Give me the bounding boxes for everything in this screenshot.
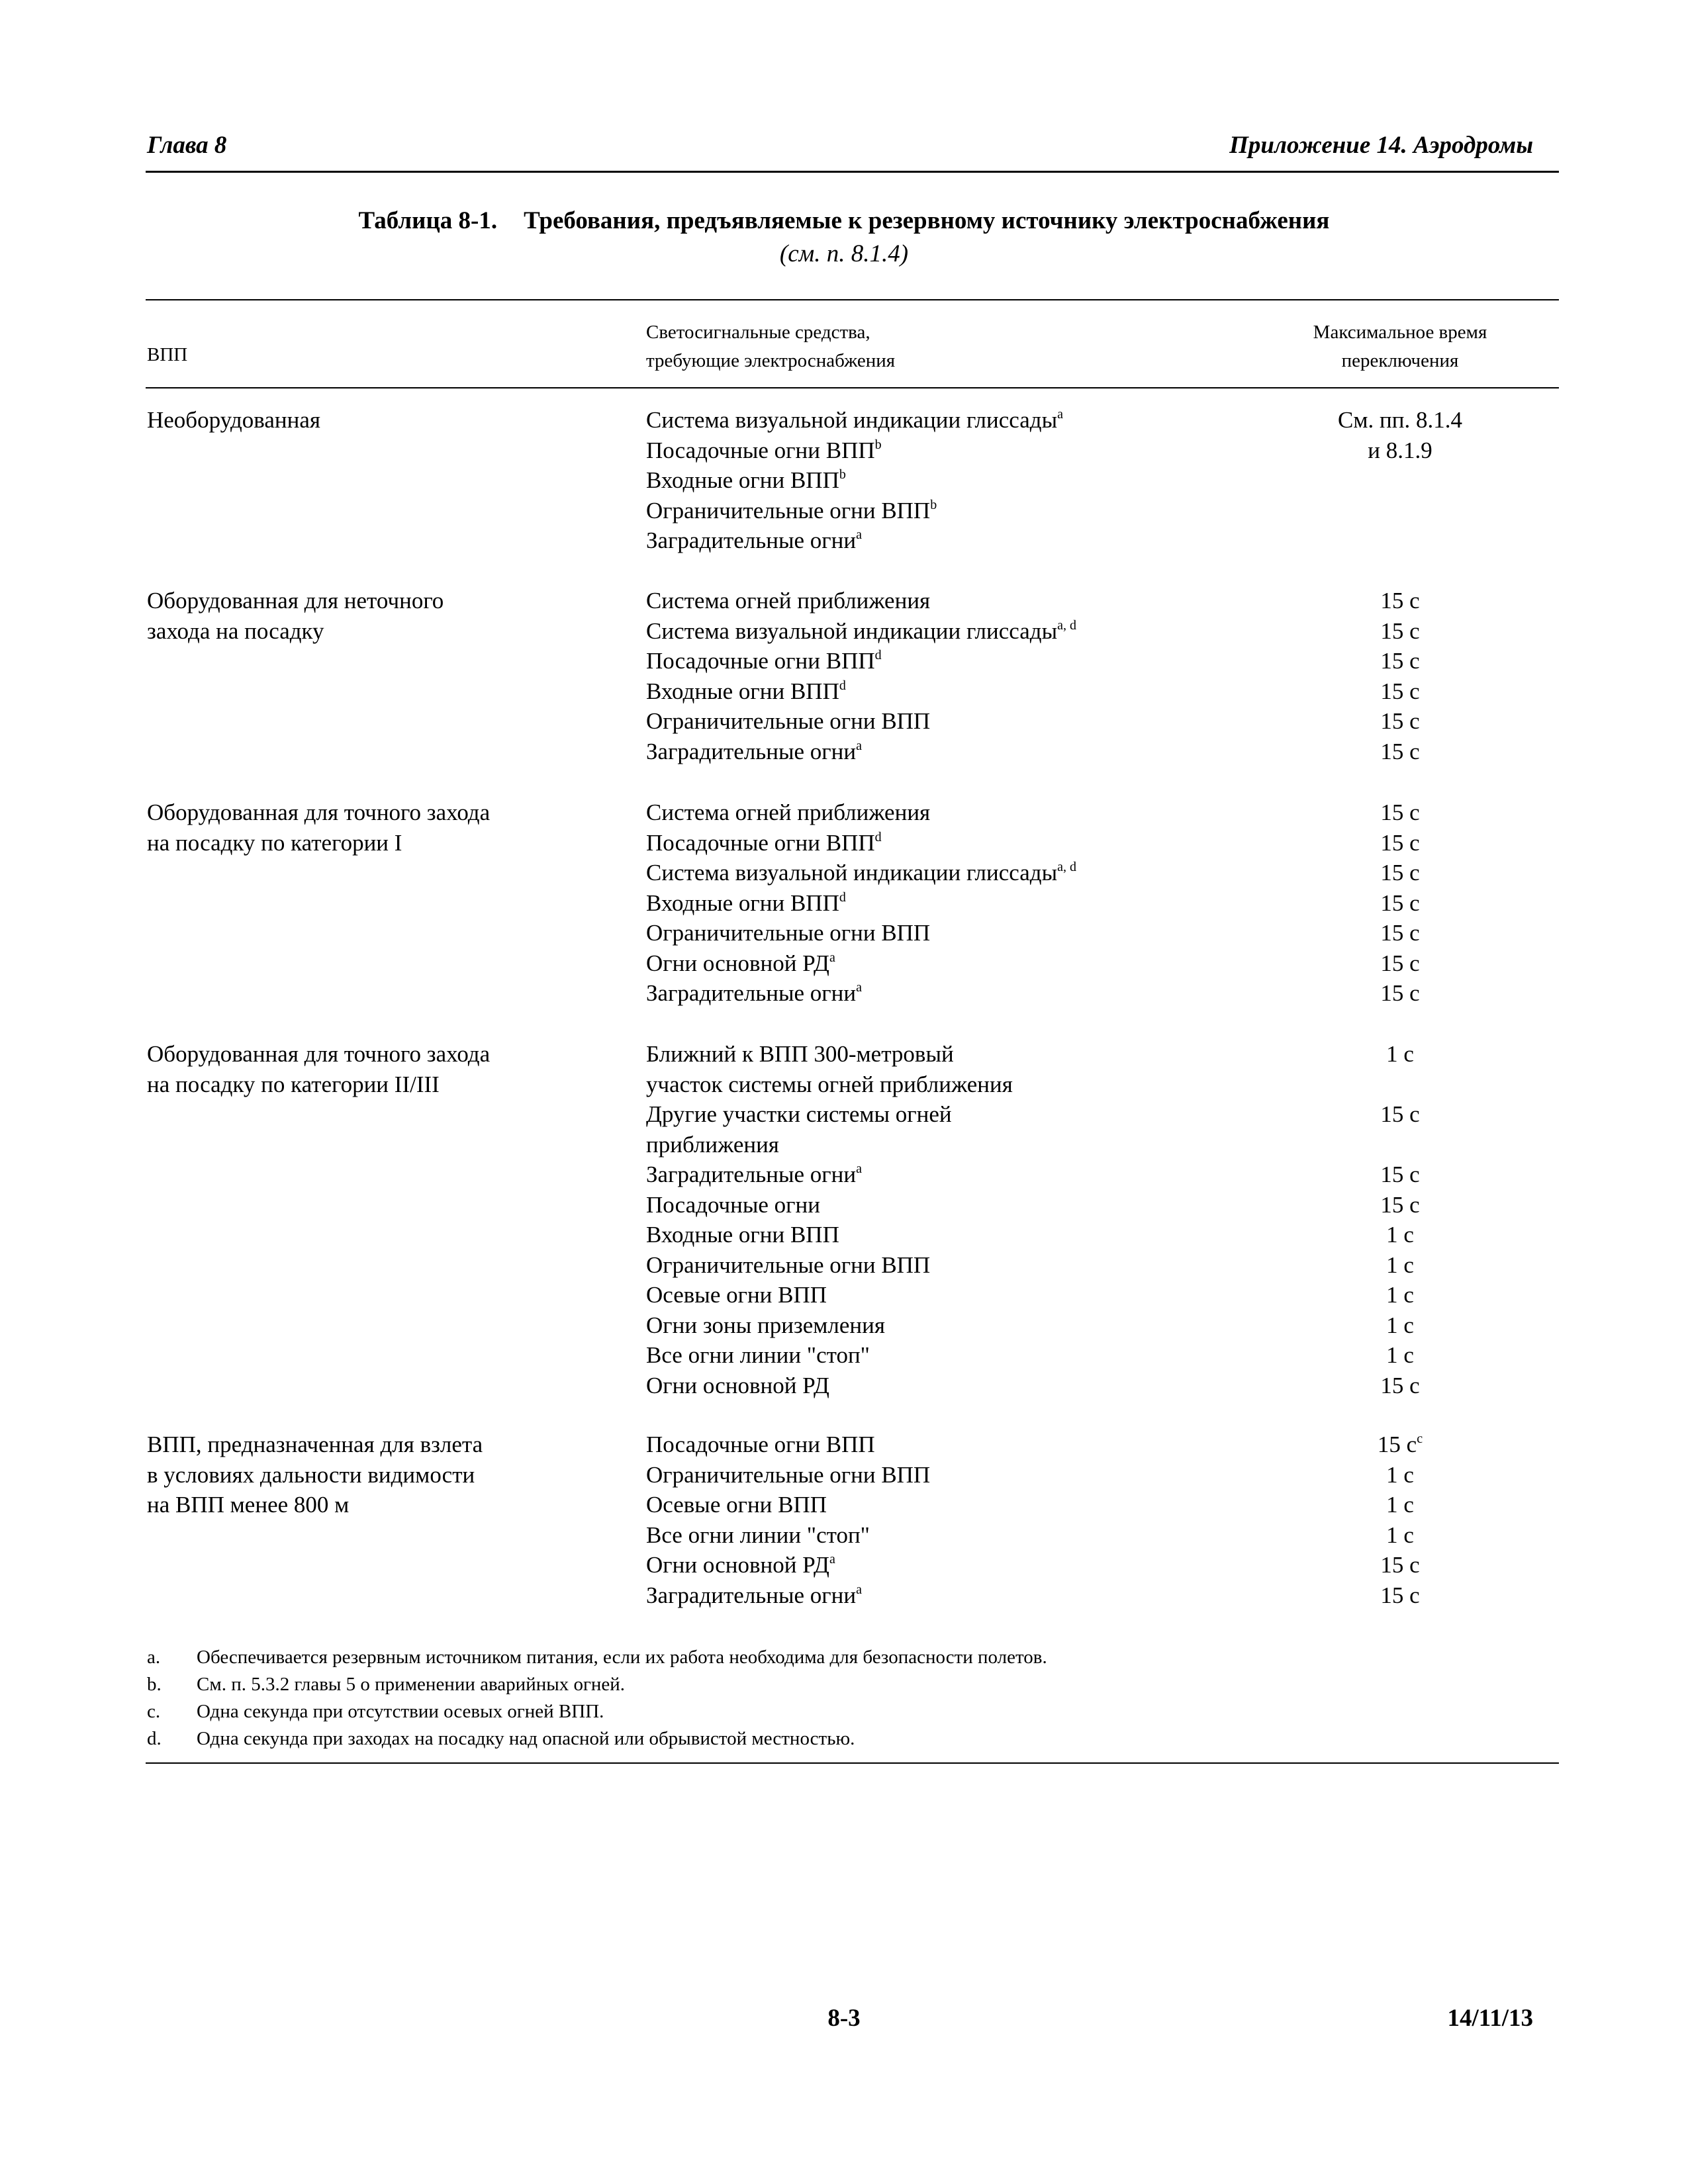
time-value-text: 15 с: [1380, 950, 1420, 976]
time-value-text: 1 с: [1386, 1251, 1414, 1278]
footnote-letter: a.: [147, 1647, 161, 1668]
runway-line: захода на посадку: [147, 617, 324, 644]
lighting-item-text: Входные огни ВПП: [646, 467, 839, 493]
lighting-item: [646, 616, 1109, 647]
time-value: [1264, 1310, 1536, 1341]
time-value: [1264, 1550, 1536, 1580]
time-value-text: 15 с: [1380, 1582, 1420, 1608]
column-header-time-line: переключения: [1341, 350, 1459, 371]
time-value: [1264, 1190, 1536, 1220]
footnote-ref: b: [874, 437, 882, 452]
time-value: [1264, 858, 1536, 888]
time-value: [1264, 918, 1536, 948]
runway-line: Оборудованная для точного захода: [147, 1041, 491, 1067]
lighting-item: [646, 1310, 1109, 1341]
time-value-text: 15 с: [1380, 799, 1420, 825]
lighting-item: [646, 496, 1109, 526]
time-value: [1264, 1340, 1536, 1371]
footnote-ref: a, d: [1057, 617, 1076, 633]
runway-cell: [147, 586, 610, 646]
lighting-item-text: Система визуальной индикации глиссады: [646, 407, 1058, 433]
annex-header: Приложение 14. Аэродромы: [1229, 132, 1533, 159]
time-value-text: 15 с: [1380, 678, 1420, 704]
time-cell: [1264, 1039, 1536, 1400]
lighting-item-text: Ближний к ВПП 300-метровый: [646, 1041, 954, 1067]
column-header-lighting: [646, 318, 895, 375]
time-value-text: 15 с: [1380, 1101, 1420, 1127]
lighting-item-text: Все огни линии "стоп": [646, 1522, 870, 1548]
lighting-item: [646, 1580, 1109, 1611]
time-value: [1264, 1280, 1536, 1310]
footnote-ref: a: [829, 1552, 835, 1567]
runway-line: Оборудованная для неточного: [147, 588, 444, 614]
lighting-item: [646, 948, 1109, 979]
table-top-rule: [146, 299, 1559, 300]
lighting-item: [646, 435, 1109, 466]
lighting-item-text: Система огней приближения: [646, 588, 931, 614]
footnote-ref: a: [1057, 407, 1063, 422]
lighting-item-text: Посадочные огни: [646, 1191, 820, 1218]
lighting-cell: [646, 1039, 1109, 1400]
runway-line: на посадку по категории I: [147, 829, 402, 856]
footnote-ref: a: [856, 527, 862, 542]
page-number: 8-3: [827, 2005, 861, 2032]
lighting-item-text: Осевые огни ВПП: [646, 1492, 827, 1518]
lighting-item-text: Огни зоны приземления: [646, 1312, 885, 1338]
time-value-text: 15 с: [1380, 860, 1420, 886]
lighting-item-text: Входные огни ВПП: [646, 889, 839, 916]
footnote-ref: b: [930, 497, 937, 512]
lighting-item-text: Заградительные огни: [646, 1161, 857, 1187]
lighting-item: [646, 465, 1109, 496]
lighting-item-text: Ограничительные огни ВПП: [646, 1251, 931, 1278]
lighting-item-text: приближения: [646, 1131, 779, 1158]
runway-line: ВПП, предназначенная для взлета: [147, 1432, 483, 1457]
lighting-item: [646, 1069, 1109, 1100]
time-value-text: 15 с: [1380, 889, 1420, 916]
lighting-item-text: Заградительные огни: [646, 980, 857, 1006]
lighting-item: [646, 1280, 1109, 1310]
footnote-letter: c.: [147, 1701, 161, 1722]
lighting-item-text: Система огней приближения: [646, 799, 931, 825]
column-header-runway: ВПП: [147, 344, 188, 365]
page-date: 14/11/13: [1447, 2005, 1533, 2032]
lighting-item: [646, 646, 1109, 676]
time-value-text: 15 с: [1380, 1372, 1420, 1398]
lighting-item-text: Огни основной РД: [646, 1372, 829, 1398]
footnote-ref: d: [839, 889, 846, 905]
time-value: [1264, 465, 1536, 496]
footnote-ref: a: [829, 950, 835, 965]
lighting-item: [646, 797, 1109, 828]
time-value-text: 1 с: [1386, 1492, 1414, 1518]
time-value-text: 15 с: [1380, 738, 1420, 764]
lighting-item-text: Заградительные огни: [646, 527, 857, 553]
time-value-text: и 8.1.9: [1368, 437, 1432, 463]
time-value: [1264, 737, 1536, 767]
footnote-text: Одна секунда при отсутствии осевых огней ВПП.: [197, 1701, 604, 1722]
runway-line: на ВПП менее 800 м: [147, 1492, 350, 1518]
time-value: [1264, 525, 1536, 556]
runway-cell: [147, 797, 610, 858]
table-title-text: Требования, предъявляемые к резервному источнику электроснабжения: [524, 207, 1330, 234]
lighting-item: [646, 1430, 1109, 1460]
lighting-item-text: Посадочные огни ВПП: [646, 829, 875, 856]
time-value: [1264, 405, 1536, 435]
time-value: [1264, 1490, 1536, 1520]
time-value-text: 1 с: [1386, 1222, 1414, 1248]
lighting-item-text: Все огни линии "стоп": [646, 1342, 870, 1368]
footnote-ref: a: [856, 980, 862, 995]
time-value-text: 15 с: [1380, 617, 1420, 644]
lighting-item: [646, 858, 1109, 888]
lighting-item-text: Посадочные огни ВПП: [646, 648, 875, 674]
time-value-text: 15 с: [1377, 1432, 1417, 1457]
table-number: Таблица 8-1.: [358, 207, 498, 234]
runway-line: на посадку по категории II/III: [147, 1071, 440, 1097]
time-value-text: 15 с: [1380, 588, 1420, 614]
time-value: [1264, 797, 1536, 828]
runway-line: Оборудованная для точного захода: [147, 799, 491, 825]
time-cell: [1264, 586, 1536, 766]
table-title: [0, 206, 1688, 235]
time-value: [1264, 1130, 1536, 1160]
time-value-text: 1 с: [1386, 1342, 1414, 1368]
lighting-item: [646, 1490, 1109, 1520]
footnote-text: Обеспечивается резервным источником питания, если их работа необходима для безопасности полетов.: [197, 1647, 1047, 1668]
time-value-text: 1 с: [1386, 1461, 1414, 1488]
time-value: [1264, 435, 1536, 466]
lighting-item: [646, 737, 1109, 767]
time-value-text: 15 с: [1380, 648, 1420, 674]
lighting-item: [646, 978, 1109, 1009]
time-value-text: 15 с: [1380, 1191, 1420, 1218]
lighting-item-text: Входные огни ВПП: [646, 678, 839, 704]
time-value: [1264, 586, 1536, 616]
lighting-cell: [646, 797, 1109, 1009]
footnote-text: См. п. 5.3.2 главы 5 о применении аварийных огней.: [197, 1674, 626, 1695]
footnote-ref: a: [856, 1582, 862, 1597]
time-value: [1264, 1460, 1536, 1490]
footnote-ref: a: [856, 1161, 862, 1176]
column-header-time: [1264, 318, 1536, 375]
time-value-text: 15 с: [1380, 920, 1420, 946]
lighting-item-text: Другие участки системы огней: [646, 1101, 952, 1127]
time-value: [1264, 978, 1536, 1009]
table-subtitle: (см. п. 8.1.4): [779, 240, 909, 267]
lighting-item-text: Входные огни ВПП: [646, 1222, 839, 1248]
time-value: [1264, 496, 1536, 526]
column-header-lighting-line: Светосигнальные средства,: [646, 322, 870, 343]
lighting-cell: [646, 586, 1109, 766]
time-value: [1264, 888, 1536, 919]
runway-cell: [147, 1039, 610, 1099]
time-value-text: См. пп. 8.1.4: [1338, 407, 1462, 433]
time-value-text: 1 с: [1386, 1282, 1414, 1308]
header-rule: [146, 171, 1559, 173]
lighting-item: [646, 405, 1109, 435]
lighting-item-text: Система визуальной индикации глиссады: [646, 617, 1058, 644]
time-value-text: 15 с: [1380, 829, 1420, 856]
time-value: [1264, 1371, 1536, 1401]
lighting-item: [646, 1099, 1109, 1130]
lighting-cell: [646, 1430, 1109, 1610]
lighting-item: [646, 676, 1109, 707]
lighting-item: [646, 1160, 1109, 1190]
lighting-item-text: Посадочные огни ВПП: [646, 437, 875, 463]
runway-line: Необорудованная: [147, 407, 320, 433]
lighting-item: [646, 828, 1109, 858]
time-value-text: 1 с: [1386, 1041, 1414, 1067]
time-value: [1264, 646, 1536, 676]
time-value: [1264, 1160, 1536, 1190]
time-value-text: 15 с: [1380, 980, 1420, 1006]
lighting-item: [646, 1550, 1109, 1580]
lighting-item-text: Ограничительные огни ВПП: [646, 920, 931, 946]
time-cell: [1264, 405, 1536, 556]
lighting-item: [646, 1130, 1109, 1160]
time-value: [1264, 676, 1536, 707]
time-value-text: 15 с: [1380, 1161, 1420, 1187]
time-value: [1264, 1580, 1536, 1611]
runway-cell: [147, 405, 610, 435]
lighting-item: [646, 525, 1109, 556]
lighting-item-text: Ограничительные огни ВПП: [646, 1461, 931, 1488]
time-value-text: 15 с: [1380, 708, 1420, 734]
lighting-item: [646, 1371, 1109, 1401]
lighting-item: [646, 1220, 1109, 1250]
lighting-item: [646, 918, 1109, 948]
lighting-item-text: Посадочные огни ВПП: [646, 1432, 875, 1457]
footnote-ref: d: [839, 678, 846, 693]
footnote-ref: a: [856, 738, 862, 753]
time-value: [1264, 706, 1536, 737]
footnote-letter: d.: [147, 1728, 162, 1749]
time-value: [1264, 948, 1536, 979]
time-value-text: 1 с: [1386, 1522, 1414, 1548]
footnote-text: Одна секунда при заходах на посадку над опасной или обрывистой местностью.: [197, 1728, 855, 1749]
lighting-item-text: Система визуальной индикации глиссады: [646, 860, 1058, 886]
footnote-ref: d: [874, 829, 882, 844]
time-value: [1264, 1430, 1536, 1460]
time-value: [1264, 616, 1536, 647]
lighting-item-text: Заградительные огни: [646, 1582, 857, 1608]
lighting-item: [646, 1039, 1109, 1069]
lighting-item: [646, 586, 1109, 616]
lighting-item-text: Заградительные огни: [646, 738, 857, 764]
lighting-item-text: Ограничительные огни ВПП: [646, 708, 931, 734]
lighting-item: [646, 888, 1109, 919]
lighting-item: [646, 1340, 1109, 1371]
table-header-rule: [146, 387, 1559, 388]
time-cell: [1264, 1430, 1536, 1610]
time-value-text: 15 с: [1380, 1552, 1420, 1578]
lighting-cell: [646, 405, 1109, 556]
lighting-item-text: Ограничительные огни ВПП: [646, 497, 931, 523]
lighting-item: [646, 1190, 1109, 1220]
time-value: [1264, 1069, 1536, 1100]
time-value: [1264, 1220, 1536, 1250]
runway-cell: [147, 1430, 610, 1520]
column-header-time-line: Максимальное время: [1313, 322, 1487, 343]
lighting-item: [646, 1520, 1109, 1551]
footnote-ref: d: [874, 648, 882, 662]
footnote-ref: a, d: [1057, 860, 1076, 874]
lighting-item: [646, 706, 1109, 737]
footnote-ref: b: [839, 467, 846, 482]
runway-line: в условиях дальности видимости: [147, 1461, 475, 1488]
footnote-ref: c: [1417, 1432, 1423, 1446]
time-value: [1264, 828, 1536, 858]
chapter-header: Глава 8: [147, 132, 227, 159]
table-bottom-rule: [146, 1762, 1559, 1764]
time-value: [1264, 1039, 1536, 1069]
time-value: [1264, 1250, 1536, 1281]
time-cell: [1264, 797, 1536, 1009]
column-header-lighting-line: требующие электроснабжения: [646, 350, 896, 371]
time-value: [1264, 1099, 1536, 1130]
lighting-item-text: Осевые огни ВПП: [646, 1282, 827, 1308]
lighting-item-text: Огни основной РД: [646, 950, 829, 976]
lighting-item-text: участок системы огней приближения: [646, 1071, 1013, 1097]
lighting-item-text: Огни основной РД: [646, 1552, 829, 1578]
lighting-item: [646, 1250, 1109, 1281]
footnote-letter: b.: [147, 1674, 162, 1695]
time-value-text: 1 с: [1386, 1312, 1414, 1338]
time-value: [1264, 1520, 1536, 1551]
lighting-item: [646, 1460, 1109, 1490]
